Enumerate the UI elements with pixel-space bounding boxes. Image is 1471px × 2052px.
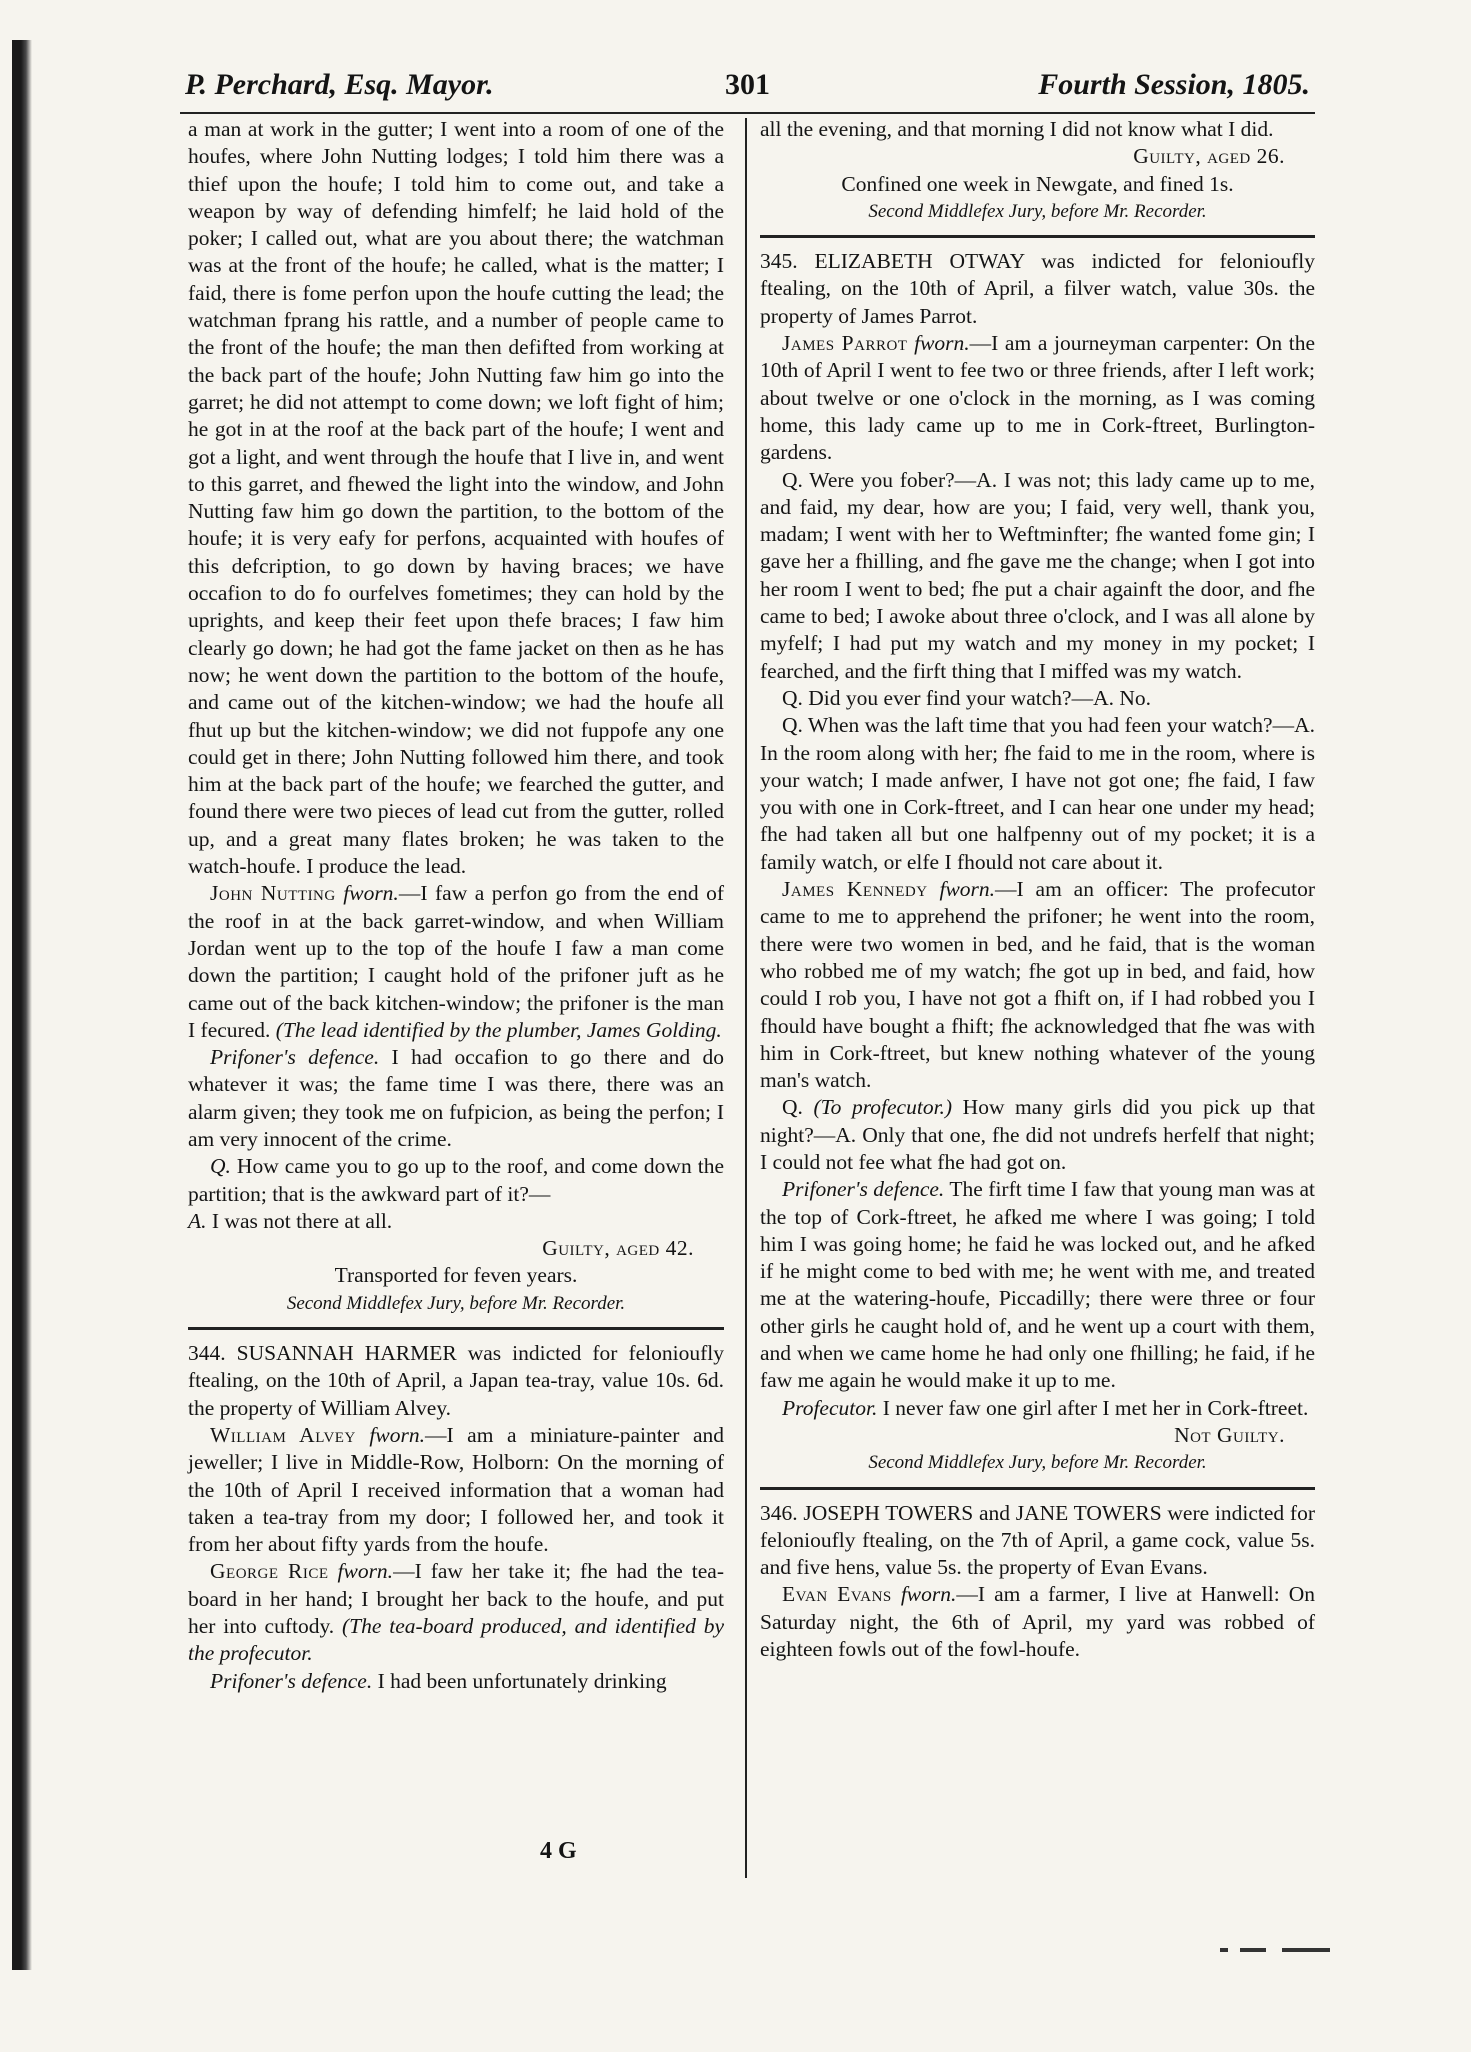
witness-name: George Rice: [210, 1559, 329, 1584]
testimony-rice: [188, 1558, 724, 1667]
prisoner-defence: [760, 1176, 1315, 1394]
sentence: Confined one week in Newgate, and fined 1s.: [841, 171, 1234, 196]
defence-label: Prifoner's defence.: [210, 1668, 373, 1693]
witness-name: William Alvey: [210, 1422, 356, 1447]
witness-name: James Parrot: [782, 331, 908, 356]
question-4: [760, 1094, 1315, 1176]
case-rule: [188, 1327, 724, 1330]
sworn-label: fworn.: [939, 877, 996, 902]
jury-line: Second Middlefex Jury, before Mr. Recorder.: [868, 1452, 1207, 1474]
defence-label: Prifoner's defence.: [210, 1045, 380, 1070]
defence-label: Prifoner's defence.: [782, 1177, 945, 1202]
q-note: (To profecutor.): [813, 1095, 953, 1120]
testimony-text: —I am a farmer, I live at Hanwell: On Saturday night, the 6th of April, my yard was robbed of eighteen fowls out of the fowl-houfe.: [760, 1582, 1315, 1662]
question-3: Q. When was the laft time that you had feen your watch?—A. In the room along with her; fhe faid to me in the room, where is your watch; I made anfwer, I have not got one; fhe faid, I faw you with one in Cork-ftreet, and I can hear one under my head; fhe had taken all but one halfpenny out of my pocket; it is a family watch, or elfe I fhould not care about it.: [760, 713, 1315, 874]
testimony-text: —I faw her take it; fhe had the tea-board in her hand; I brought her back to the houfe, and put her into cuftody.: [188, 1559, 724, 1639]
witness-name: James Kennedy: [782, 877, 928, 902]
testimony-kennedy: [760, 876, 1315, 1094]
defence-text: I had occafion to go there and do whatever it was; the fame time I was there, there was an alarm given; they took me on fufpicion, as being the perfon; I am very innocent of the crime.: [188, 1045, 724, 1151]
testimony-text: —I am a miniature-painter and jeweller; I live in Middle-Row, Holborn: On the morning of the 10th of April I received information that a woman had taken a tea-tray from my door; I followed her, and took it from her about fifty yards from the houfe.: [188, 1422, 724, 1557]
case-rule: [760, 235, 1315, 238]
left-column: [188, 116, 724, 1695]
prosecutor-statement: [760, 1395, 1315, 1422]
verdict: Guilty, aged 42.: [542, 1236, 694, 1261]
testimony-alvey: [188, 1422, 724, 1558]
defence-text: The firft time I faw that young man was at the top of Cork-ftreet, he afked me where I was going; I told him I was going home; he faid he was locked out, and he afked if he might come to bed with me; he went with me, and treated me at the watering-houfe, Piccadilly; there were three or four other girls he caught hold of, and he went up a court with them, and when we came home he had only one fhilling; he faid, if he faw me again he would make it up to me.: [760, 1177, 1315, 1393]
testimony-evans: [760, 1581, 1315, 1663]
defence-continued: all the evening, and that morning I did not know what I did.: [760, 117, 1274, 141]
q-text: How came you to go up to the roof, and come down the partition; that is the awkward part of it?—: [188, 1154, 724, 1206]
evidence-note: (The tea-board produced, and identified by the profecutor.: [188, 1614, 724, 1666]
defence-text: I had been unfortunately drinking: [372, 1668, 667, 1693]
witness-name: Evan Evans: [782, 1582, 892, 1607]
question-2: Q. Did you ever find your watch?—A. No.: [782, 685, 1151, 710]
binding-edge: [12, 40, 32, 1970]
sentence: Transported for feven years.: [334, 1263, 578, 1288]
evidence-note: (The lead identified by the plumber, James Golding.: [275, 1017, 722, 1042]
testimony-text: —I am an officer: The profecutor came to me to apprehend the prifoner; he went into the room, there were two women in bed, and he faid, that is the woman who robbed me of my watch; fhe got up in bed, and faid, how could I rob you, I have not got a fhift on, if I had robbed you I fhould have bought a fhift; fhe acknowledged that fhe was with him in Cork-ftreet, but knew nothing whatever of the young man's watch.: [760, 877, 1316, 1093]
q-label: Q.: [782, 1095, 803, 1120]
prosecutor-text: I never faw one girl after I met her in Cork-ftreet.: [877, 1395, 1309, 1420]
q-text: How many girls did you pick up that night?—A. Only that one, fhe did not undrefs herfelf that night; I could not fee what fhe had got on.: [760, 1095, 1316, 1174]
printer-marks: [1220, 1948, 1370, 1954]
column-divider: [745, 118, 747, 1878]
case-346-heading: 346. JOSEPH TOWERS and JANE TOWERS were indicted for felonioufly ftealing, on the 7th of April, a game cock, value 5s. and five hens, value 5s. the property of Evan Evans.: [760, 1500, 1315, 1580]
verdict: Not Guilty.: [1174, 1422, 1285, 1447]
prosecutor-label: Profecutor.: [782, 1395, 878, 1420]
a-text: I was not there at all.: [206, 1208, 393, 1233]
witness-name: John Nutting: [210, 881, 336, 906]
sworn-label: fworn.: [337, 1559, 394, 1584]
jury-line: Second Middlefex Jury, before Mr. Recorder.: [868, 200, 1207, 222]
header-session: Fourth Session, 1805.: [1038, 68, 1310, 101]
sworn-label: fworn.: [900, 1582, 957, 1607]
testimony-text: —I am a journeyman carpenter: On the 10th of April I went to fee two or three friends, after I left work; about twelve or one o'clock in the morning, as I was coming home, this lady came up to me in Cork-ftreet, Burlington-gardens.: [760, 331, 1316, 465]
page-number: 301: [725, 68, 770, 101]
q-label: Q.: [210, 1154, 231, 1179]
sworn-label: fworn.: [914, 331, 970, 356]
sworn-label: fworn.: [369, 1422, 425, 1447]
question-1: Q. Were you fober?—A. I was not; this lady came up to me, and faid, my dear, how are you; I faid, very well, thank you, madam; I went with her to Weftminfter; fhe wanted fome gin; I gave her a fhilling, and fhe gave me the change; when I got into her room I went to bed; fhe put a chair againft the door, and fhe came to bed; I awoke about three o'clock, and I was all alone by myfelf; I had put my watch and my money in my pocket; I fearched, and the firft thing that I miffed was my watch.: [760, 467, 1315, 683]
right-column: [760, 116, 1315, 1663]
case-rule: [760, 1487, 1315, 1490]
prisoner-defence: [188, 1668, 724, 1695]
header-mayor: P. Perchard, Esq. Mayor.: [185, 68, 494, 101]
case-344-heading: 344. SUSANNAH HARMER was indicted for felonioufly ftealing, on the 10th of April, a Japan tea-tray, value 10s. 6d. the property of William Alvey.: [188, 1341, 724, 1420]
testimony-text: —I faw a perfon go from the end of the roof in at the back garret-window, and when William Jordan went up to the top of the houfe I faw a man come down the partition; I caught hold of the prifoner juft as he came out of the back kitchen-window; the prifoner is the man I fecured.: [188, 881, 724, 1042]
header-rule: [180, 112, 1315, 114]
question-answer: [188, 1153, 724, 1235]
jury-line: Second Middlefex Jury, before Mr. Recorder.: [286, 1292, 626, 1314]
testimony-continued: a man at work in the gutter; I went into a room of one of the houfes, where John Nutting lodges; I told him there was a thief upon the houfe; I told him to come out, and take a weapon by way of defending himfelf; he laid hold of the poker; I called out, what are you about there; the watchman was at the front of the houfe; he called, what is the matter; I faid, there is fome perfon upon the houfe cutting the lead; the watchman fprang his rattle, and a number of people came to the front of the houfe; the man then defifted from working at the back part of the houfe; John Nutting faw him go into the garret; he did not attempt to come down; we loft fight of him; he got in at the roof at the back part of the houfe; I went and got a light, and went through the houfe that I live in, and went to this garret, and fhewed the light into the window, and John Nutting faw him go down the partition, to the bottom of the houfe; it is very eafy for perfons, acquainted with houfes of this defcription, to go down by having braces; we have occafion to do fo ourfelves fometimes; they can hold by the uprights, and keep their feet upon thefe braces; I faw him clearly go down; he had got the fame jacket on then as he has now; he went down the partition to the bottom of the houfe, and came out of the kitchen-window; we had the houfe all fhut up but the kitchen-window; we did not fuppofe any one could get in there; John Nutting followed him there, and took him at the back part of the houfe; we fearched the gutter, and found there were two pieces of lead cut from the gutter, rolled up, and a great many flates broken; he was taken to the watch-houfe. I produce the lead.: [188, 117, 724, 879]
testimony-nutting: [188, 880, 724, 1044]
verdict: Guilty, aged 26.: [1133, 144, 1285, 169]
signature-mark: 4 G: [540, 1838, 577, 1864]
case-345-heading: 345. ELIZABETH OTWAY was indicted for felonioufly ftealing, on the 10th of April, a filver watch, value 30s. the property of James Parrot.: [760, 249, 1315, 328]
testimony-parrot: [760, 330, 1315, 466]
a-label: A.: [188, 1208, 207, 1233]
sworn-label: fworn.: [343, 881, 399, 906]
page-header: [185, 62, 1310, 112]
prisoner-defence: [188, 1044, 724, 1153]
